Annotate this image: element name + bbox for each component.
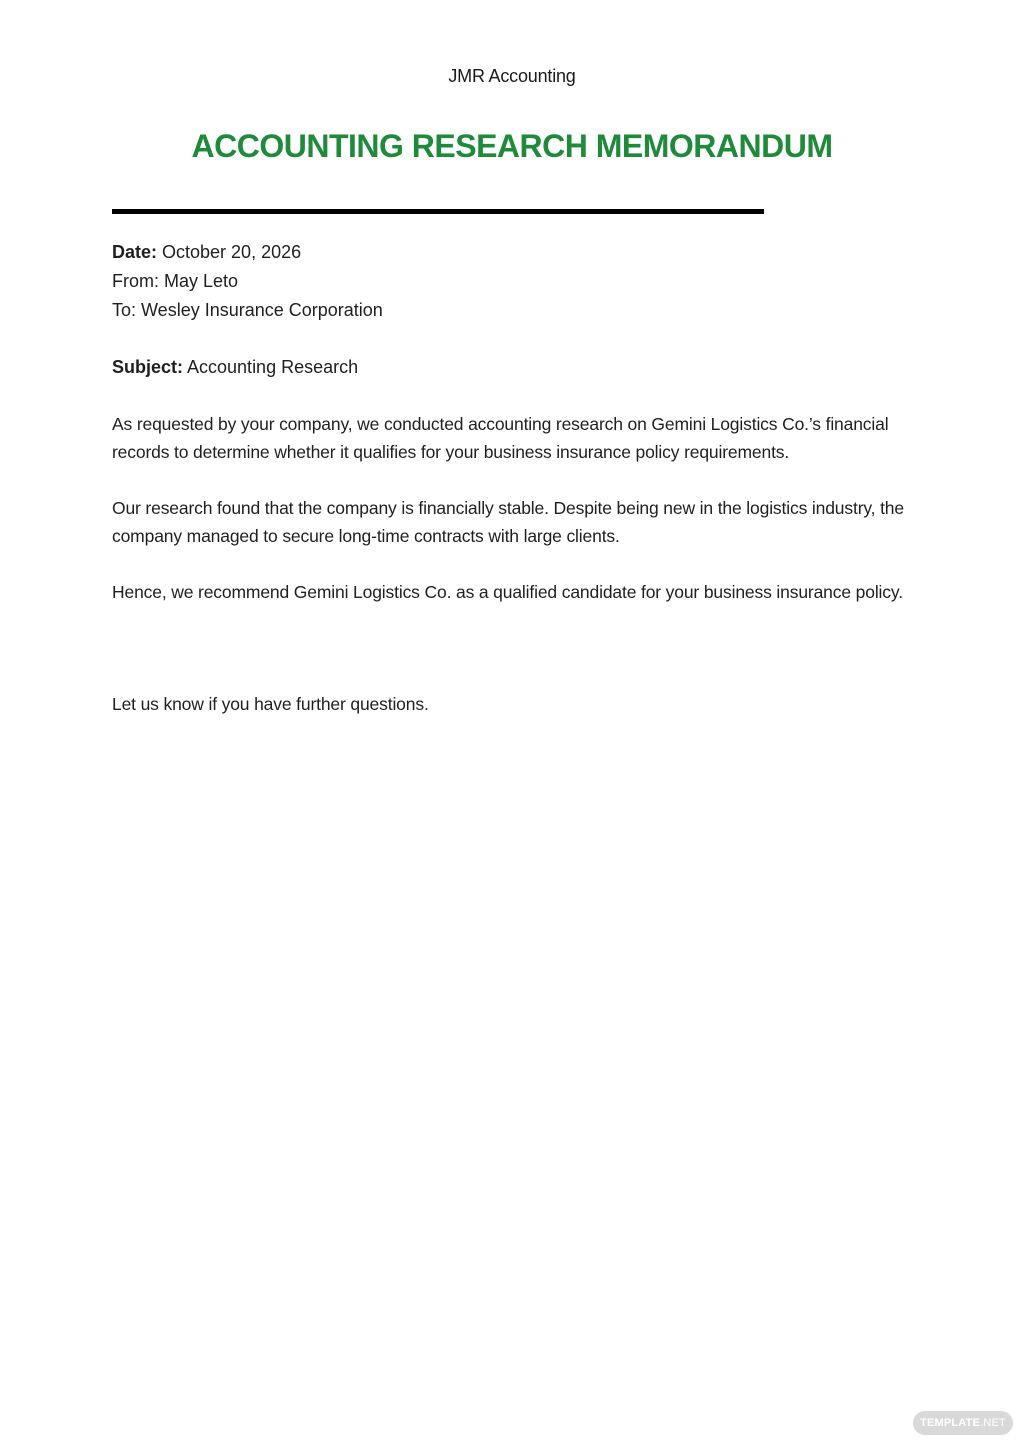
memo-title: ACCOUNTING RESEARCH MEMORANDUM (191, 128, 833, 164)
closing-line: Let us know if you have further questions. (112, 694, 429, 714)
subject-label: Subject: (112, 357, 184, 377)
watermark-strong: TEMPLATE (920, 1417, 981, 1429)
to-label: To: (112, 300, 137, 320)
template-net-watermark (913, 1411, 1013, 1435)
body-paragraph-2: Our research found that the company is financially stable. Despite being new in the logistics industry, the company managed to secure long-time contracts with large clients. (112, 498, 904, 546)
subject-value: Accounting Research (183, 357, 359, 377)
title-divider (112, 209, 764, 214)
company-name: JMR Accounting (448, 66, 576, 86)
memo-to-line (112, 296, 383, 325)
memo-from-line (112, 267, 238, 296)
body-paragraph-3: Hence, we recommend Gemini Logistics Co. as a qualified candidate for your business insurance policy. (112, 582, 903, 602)
from-value: May Leto (159, 271, 239, 291)
body-paragraph-1: As requested by your company, we conducted accounting research on Gemini Logistics Co.’s financial records to determine whether it qualifies for your business insurance policy requirements. (112, 414, 889, 462)
date-label: Date: (112, 242, 158, 262)
memo-subject-line (112, 353, 358, 382)
memo-date-line (112, 238, 301, 267)
watermark-light: .NET (980, 1417, 1006, 1429)
to-value: Wesley Insurance Corporation (136, 300, 383, 320)
from-label: From: (112, 271, 159, 291)
date-value: October 20, 2026 (157, 242, 302, 262)
